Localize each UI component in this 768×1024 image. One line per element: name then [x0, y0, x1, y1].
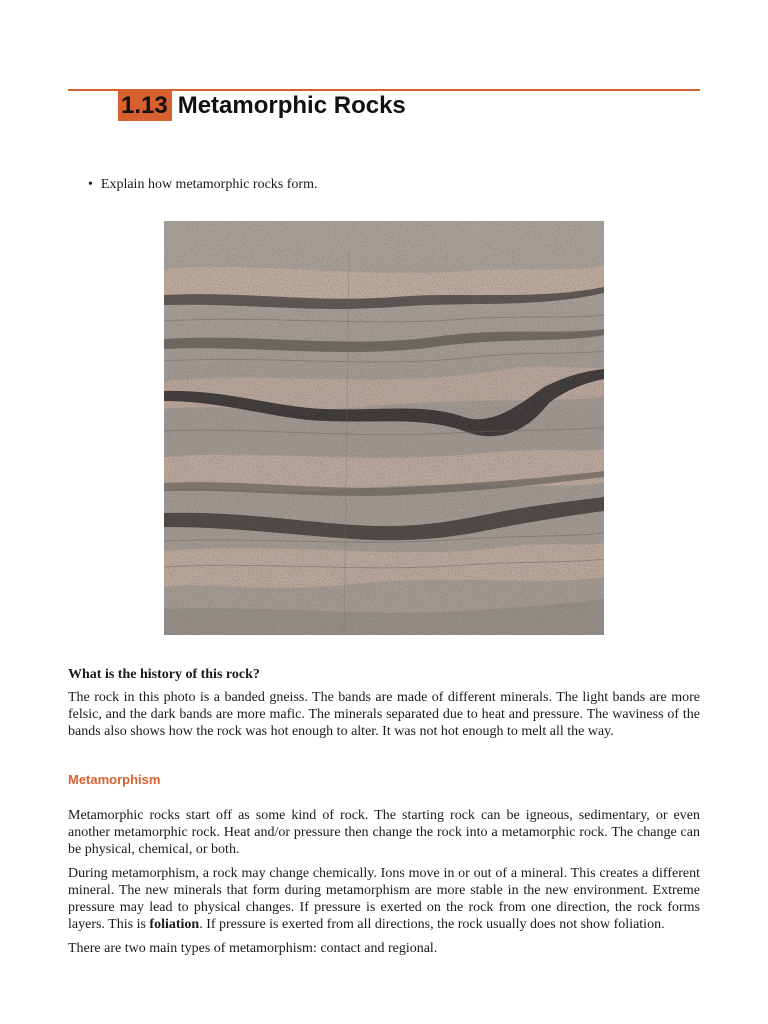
objective-item: • Explain how metamorphic rocks form. — [88, 177, 317, 193]
section-heading-metamorphism: Metamorphism — [68, 772, 161, 787]
chapter-title: Metamorphic Rocks — [177, 92, 406, 119]
chapter-number: 1.13 — [118, 91, 172, 121]
metamorphism-paragraph-2 — [68, 865, 700, 933]
banded-gneiss-photo — [164, 221, 604, 635]
paragraph-2-text-start: During metamorphism, a rock may change chemically. Ions move in or out of a mineral. This creates a different mineral. The new minerals that form during metamorphism are more stable in the new environment. Extreme pressure may lead to physical changes. If pressure is exerted on the rock from one direction, the rock forms layers. This is — [68, 866, 700, 932]
history-paragraph: The rock in this photo is a banded gneiss. The bands are made of different minerals. The light bands are more felsic, and the dark bands are more mafic. The minerals separated due to heat and pressure. The waviness of the bands also shows how the rock was hot enough to alter. It was not hot enough to melt all the way. — [68, 690, 700, 739]
body-content — [68, 666, 700, 964]
objectives-list — [88, 177, 317, 193]
history-question: What is the history of this rock? — [68, 667, 260, 682]
paragraph-2-text-end: . If pressure is exerted from all directions, the rock usually does not show foliation. — [199, 917, 665, 932]
metamorphism-paragraph-1: Metamorphic rocks start off as some kind of rock. The starting rock can be igneous, sedimentary, or even another metamorphic rock. Heat and/or pressure then change the rock into a metamorphic rock. The change can be physical, chemical, or both. — [68, 808, 700, 857]
chapter-header — [118, 91, 406, 121]
metamorphism-paragraph-3: There are two main types of metamorphism: contact and regional. — [68, 941, 438, 956]
term-foliation: foliation — [149, 917, 200, 932]
